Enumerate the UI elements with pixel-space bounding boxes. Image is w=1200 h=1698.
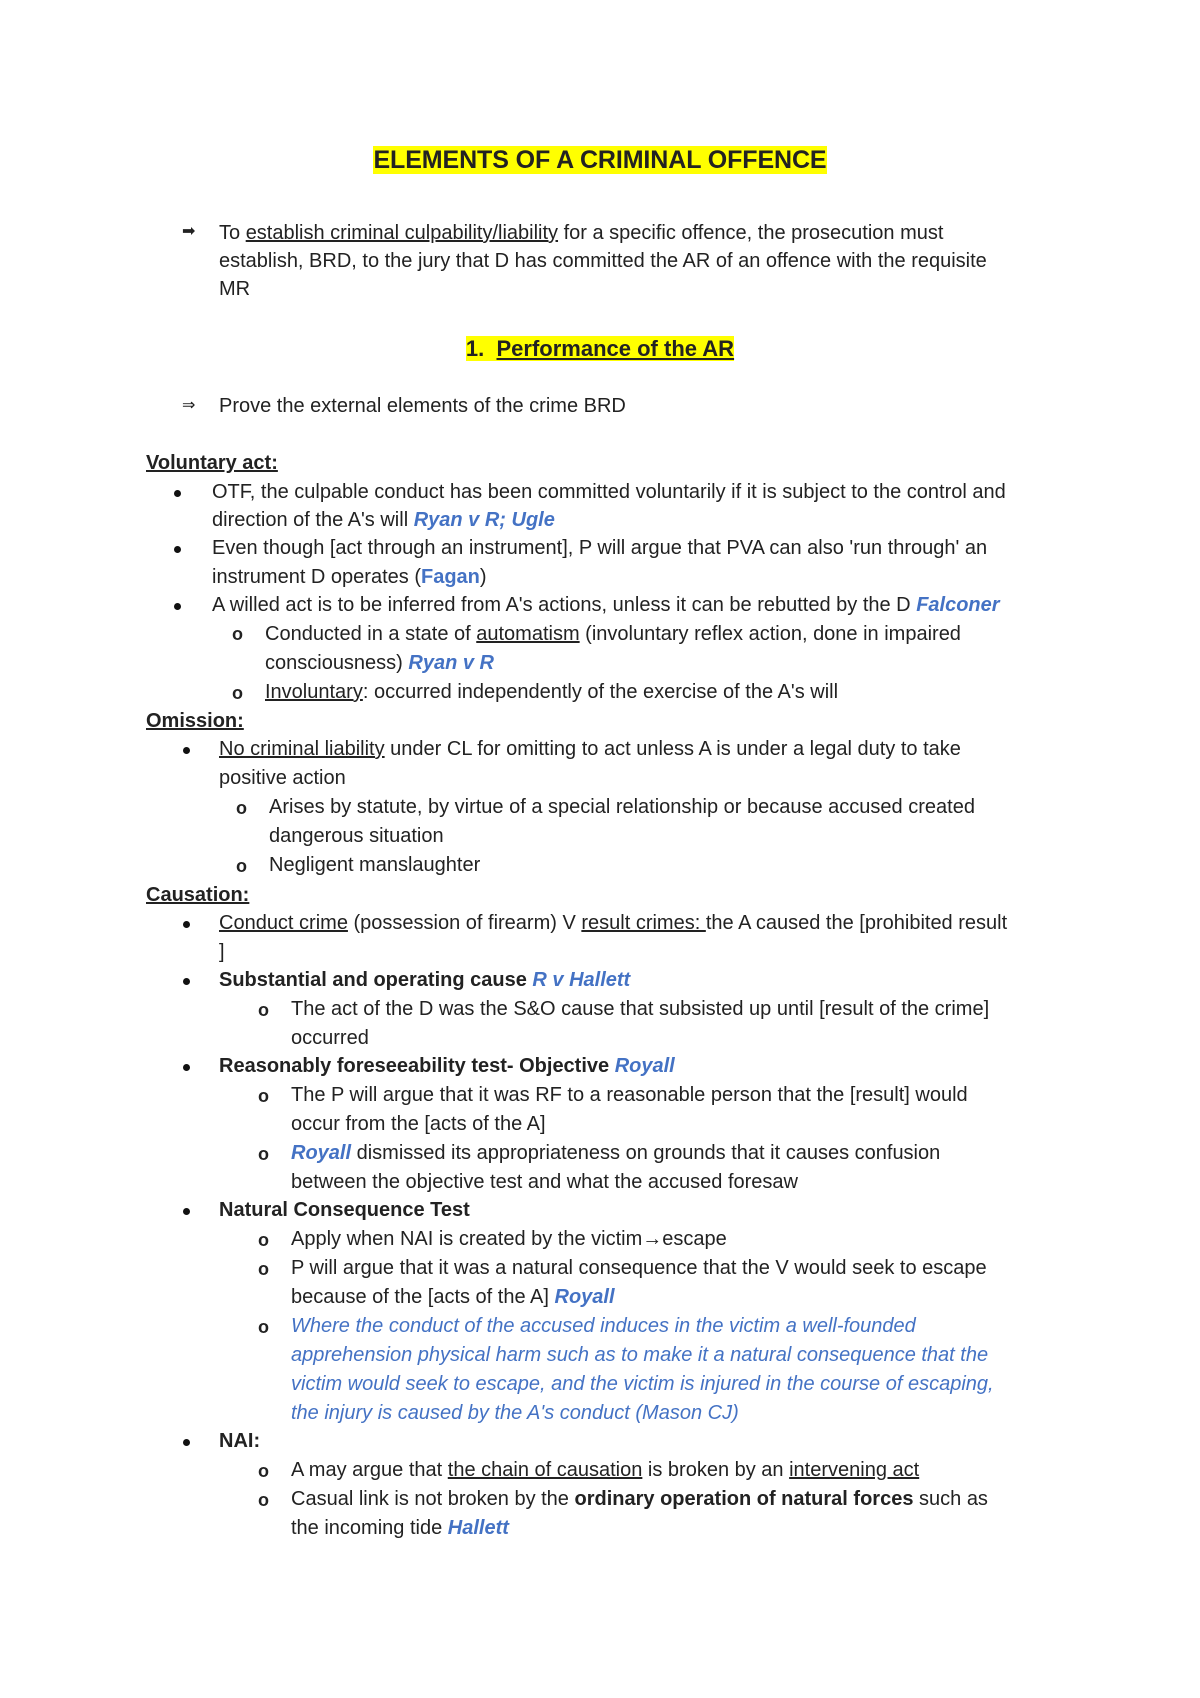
- causation-b4: Natural Consequence Test: [219, 1199, 470, 1221]
- voluntary-s1-l1: Conducted in a state of automatism (involuntary reflex action, done in impaired: [265, 623, 961, 645]
- causation-b1-l1: Conduct crime (possession of firearm) V result crimes: the A caused the [prohibited result: [219, 912, 1008, 934]
- voluntary-b2-l2: instrument D operates (Fagan): [212, 566, 487, 588]
- causation-b3-s2-l2: between the objective test and what the accused foresaw: [291, 1171, 798, 1193]
- causation-b3-s1-l2: occur from the [acts of the A]: [291, 1113, 546, 1135]
- causation-b5: NAI:: [219, 1430, 261, 1452]
- section-arrow-text: Prove the external elements of the crime BRD: [219, 395, 626, 417]
- arrow-bullet-icon: ➡: [182, 223, 196, 240]
- causation-b2: Substantial and operating cause R v Hallett: [219, 969, 631, 991]
- sub-bullet-icon: o: [232, 683, 243, 703]
- arrow-bullet-icon: ⇒: [182, 397, 196, 414]
- intro-line-3: MR: [219, 278, 251, 300]
- voluntary-b2-l1: Even though [act through an instrument], P will argue that PVA can also 'run through' an: [212, 537, 988, 559]
- sub-bullet-icon: o: [258, 1086, 269, 1106]
- omission-s1-l2: dangerous situation: [269, 825, 444, 847]
- omission-s2: Negligent manslaughter: [269, 854, 481, 876]
- bullet-icon: [174, 603, 181, 610]
- causation-b2-s1-l1: The act of the D was the S&O cause that subsisted up until [result of the crime]: [291, 998, 990, 1020]
- omission-b1-l2: positive action: [219, 767, 346, 789]
- causation-quote-l2: apprehension physical harm such as to make it a natural consequence that the: [291, 1344, 989, 1366]
- causation-heading: Causation:: [146, 884, 250, 906]
- bullet-icon: [174, 546, 181, 553]
- omission-heading: Omission:: [146, 710, 244, 732]
- intro-line-1: To establish criminal culpability/liability for a specific offence, the prosecution must: [219, 222, 944, 244]
- causation-b4-s2-l2: because of the [acts of the A] Royall: [291, 1286, 615, 1308]
- sub-bullet-icon: o: [258, 1230, 269, 1250]
- causation-b3: Reasonably foreseeability test- Objective Royall: [219, 1055, 675, 1077]
- sub-bullet-icon: o: [258, 1461, 269, 1481]
- sub-bullet-icon: o: [258, 1259, 269, 1279]
- causation-b3-s2-l1: Royall dismissed its appropriateness on grounds that it causes confusion: [291, 1142, 941, 1164]
- causation-quote-l4: the injury is caused by the A's conduct (Mason CJ): [291, 1402, 739, 1424]
- sub-bullet-icon: o: [236, 798, 247, 818]
- sub-bullet-icon: o: [258, 1000, 269, 1020]
- page-title: ELEMENTS OF A CRIMINAL OFFENCE: [373, 146, 827, 174]
- sub-bullet-icon: o: [258, 1144, 269, 1164]
- sub-bullet-icon: o: [236, 856, 247, 876]
- bullet-icon: [183, 1208, 190, 1215]
- causation-b5-s2-l2: the incoming tide Hallett: [291, 1517, 509, 1539]
- causation-b3-s1-l1: The P will argue that it was RF to a reasonable person that the [result] would: [291, 1084, 968, 1106]
- causation-quote-l3: victim would seek to escape, and the victim is injured in the course of escaping,: [291, 1373, 994, 1395]
- causation-b5-s1: A may argue that the chain of causation is broken by an intervening act: [291, 1459, 920, 1481]
- section-heading: 1. Performance of the AR: [465, 336, 735, 361]
- voluntary-heading: Voluntary act:: [146, 452, 278, 474]
- bullet-icon: [183, 747, 190, 754]
- arrow-right-icon: →: [642, 1228, 663, 1250]
- bullet-icon: [183, 1439, 190, 1446]
- bullet-icon: [183, 1064, 190, 1071]
- causation-b5-s2-l1: Casual link is not broken by the ordinary operation of natural forces such as: [291, 1488, 988, 1510]
- sub-bullet-icon: o: [258, 1490, 269, 1510]
- causation-b2-s1-l2: occurred: [291, 1027, 369, 1049]
- causation-b4-s1: Apply when NAI is created by the victim→escape: [291, 1228, 727, 1250]
- voluntary-b1-l1: OTF, the culpable conduct has been committed voluntarily if it is subject to the control and: [212, 481, 1006, 503]
- voluntary-s2: Involuntary: occurred independently of the exercise of the A's will: [265, 681, 839, 703]
- causation-b1-l2: ]: [219, 941, 225, 963]
- omission-s1-l1: Arises by statute, by virtue of a special relationship or because accused created: [269, 796, 975, 818]
- voluntary-b3-l1: A willed act is to be inferred from A's actions, unless it can be rebutted by the D Falconer: [212, 594, 1000, 616]
- bullet-icon: [183, 921, 190, 928]
- voluntary-b1-l2: direction of the A's will Ryan v R; Ugle: [212, 509, 555, 531]
- intro-line-2: establish, BRD, to the jury that D has committed the AR of an offence with the requisite: [219, 250, 987, 272]
- sub-bullet-icon: o: [232, 624, 243, 644]
- bullet-icon: [174, 490, 181, 497]
- sub-bullet-icon: o: [258, 1317, 269, 1337]
- voluntary-s1-l2: consciousness) Ryan v R: [265, 652, 494, 674]
- omission-b1-l1: No criminal liability under CL for omitting to act unless A is under a legal duty to take: [219, 738, 961, 760]
- bullet-icon: [183, 978, 190, 985]
- causation-b4-s2-l1: P will argue that it was a natural consequence that the V would seek to escape: [291, 1257, 987, 1279]
- causation-quote-l1: Where the conduct of the accused induces in the victim a well-founded: [291, 1315, 916, 1337]
